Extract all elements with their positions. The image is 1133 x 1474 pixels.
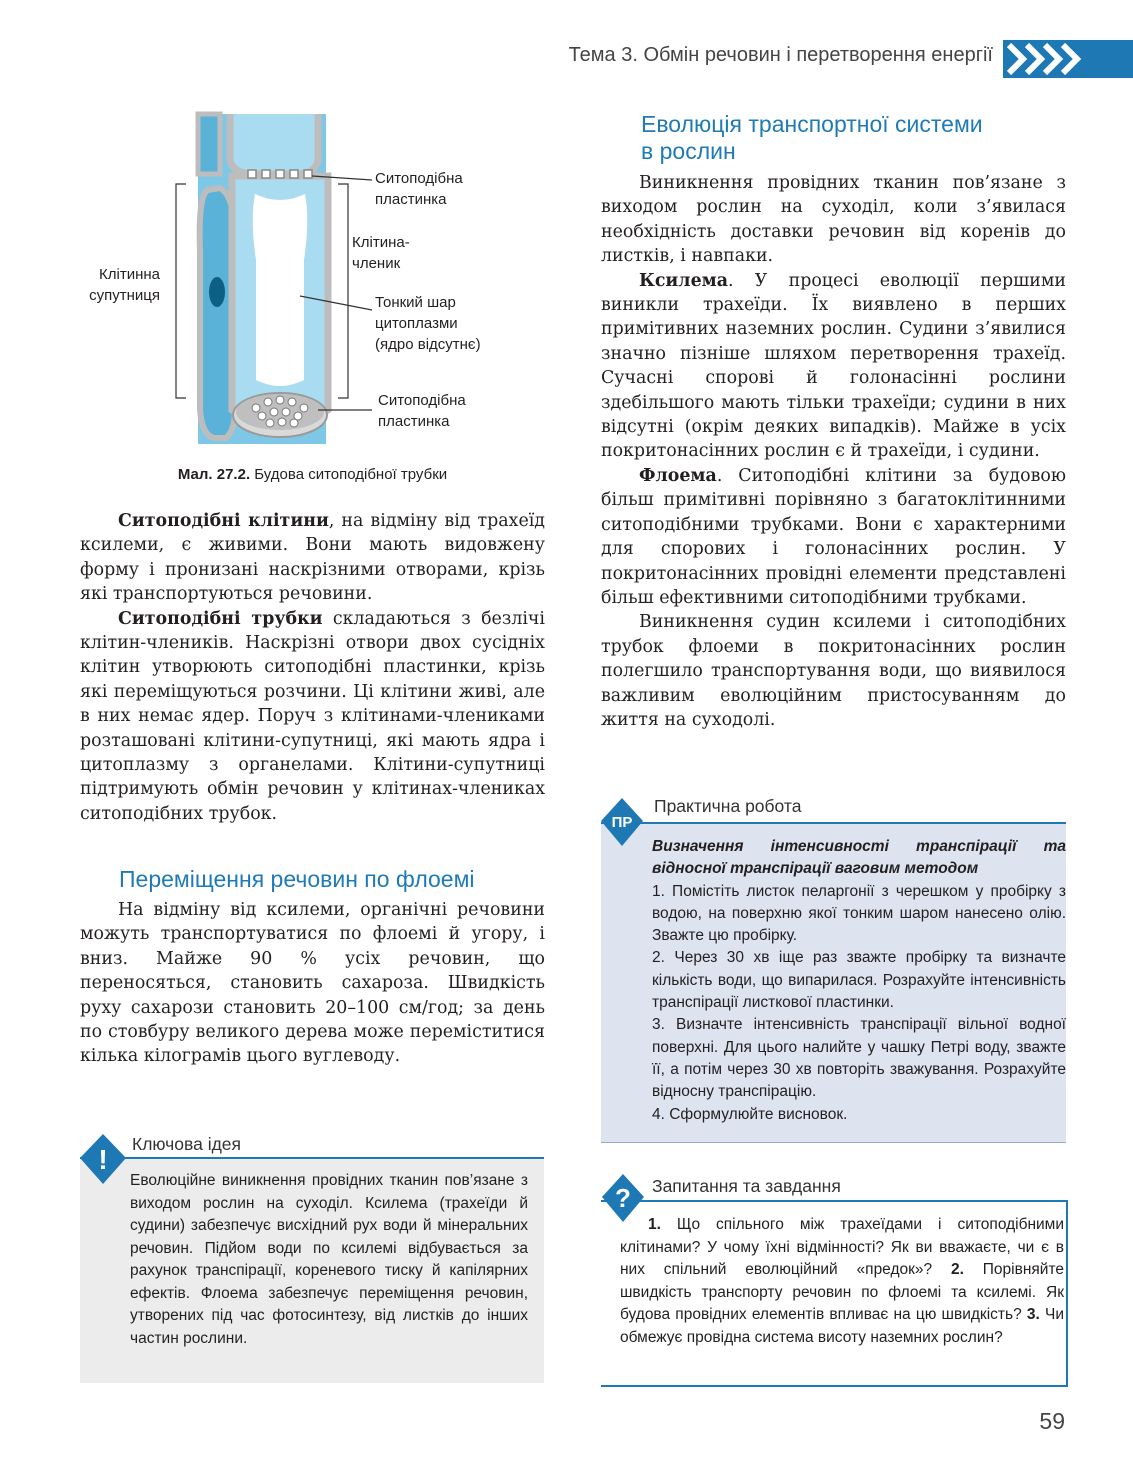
svg-text:!: !	[98, 1144, 108, 1175]
practical-heading: Визначення інтенсивності транспірації та відносної транспірації ваговим методом	[652, 838, 1066, 878]
caption-number: Мал. 27.2.	[177, 466, 251, 483]
paragraph-phloem-evolution: Флоема. Ситоподібні клітини за будовою більш примітивні порівняно з багатоклітинними ситоподібними трубками. Вони є характерними для спорових і голонасінних рослин. У покритонасінних провідні елементи представлені більш ефективними ситоподібними трубками.	[601, 465, 1066, 608]
sieve-tube-figure	[80, 110, 550, 450]
exclamation-icon	[78, 1132, 128, 1186]
chapter-title: Тема 3. Обмін речовин і перетворення енергії	[568, 44, 993, 66]
paragraph-evolution-intro: Виникнення провідних тканин пов’язане з виходом рослин на суходіл, коли з’явилася необхідність доставки речовин від коренів до листків, і навпаки.	[601, 173, 1066, 267]
practical-step: 3. Визначте інтенсивність транспірації вільної водної поверхні. Для цього налийте у чашку Петрі воду, зважте її, а потім через 30 хв повторіть зважування. Розрахуйте відносну транспірацію.	[652, 1016, 1066, 1101]
label-member-cell: Клітина- членик	[352, 234, 410, 272]
heading-evolution: Еволюція транспортної системи в рослин	[641, 111, 983, 164]
caption-text: Будова ситоподібної трубки	[250, 466, 448, 483]
svg-text:ПР: ПР	[611, 814, 633, 831]
figure-caption	[80, 466, 545, 483]
practical-badge-icon	[599, 796, 645, 848]
svg-text:?: ?	[615, 1183, 631, 1213]
label-companion-cell: Клітинна супутниця	[89, 266, 160, 304]
paragraph-angiosperms: Виникнення судин ксилеми і ситоподібних трубок флоеми в покритонасінних рослин полегшило транспортування води, що виявилося важливим еволюційним пристосуванням до життя на суходолі.	[601, 612, 1066, 730]
questions-text: 1. Що спільного між трахеїдами і ситоподібними клітинами? У чому їхні відмінності? Як ви вважаєте, чи є в них спільний еволюційний «предок»? 2. Порівняйте швидкість транспорту речовин по флоемі та ксилемі. Як будова провідних елементів впливає на цю швидкість? 3. Чи обмежує провідна система висоту наземних рослин?	[620, 1216, 1065, 1346]
label-cytoplasm: Тонкий шар цитоплазми (ядро відсутнє)	[375, 294, 481, 353]
paragraph-sieve-cells: Ситоподібні клітини, на відміну від трахеїд ксилеми, є живими. Вони мають видовжену форму і пронизані наскрізними отворами, крізь які транспортуються речовини.	[80, 511, 546, 605]
practical-step: 4. Сформулюйте висновок.	[652, 1105, 848, 1123]
left-column	[80, 509, 545, 826]
questions-title: Запитання та завдання	[652, 1176, 841, 1196]
practical-text	[652, 836, 1066, 1126]
paragraph-phloem: На відміну від ксилеми, органічні речовини можуть транспортуватися по флоемі й угору, і вниз. Майже 90 % усіх речовин, що переносяться, становить сахароза. Швидкість руху сахарози становить 20–100 см/год; за день по стовбуру великого дерева може переміститися кілька кілограмів цього вуглеводу.	[80, 900, 545, 1067]
left-column-lower	[80, 898, 545, 1069]
practical-title: Практична робота	[654, 796, 802, 816]
practical-step: 2. Через 30 хв іще раз зважте пробірку та визначте кількість води, що випарилася. Розрахуйте інтенсивність транспірації листкової пластинки.	[652, 949, 1066, 1012]
label-sieve-plate-bottom: Ситоподібна пластинка	[378, 392, 466, 430]
right-column	[601, 171, 1066, 732]
key-idea-title: Ключова ідея	[132, 1134, 241, 1154]
chevrons-icon	[1003, 40, 1133, 78]
paragraph-xylem: Ксилема. У процесі еволюції першими виникли трахеїди. Їх виявлено в перших примітивних наземних рослин. Судини з’явилися значно пізніше шляхом перетворення трахеїд. Сучасні спорові й голонасінні рослини здебільшого мають тільки трахеїди; судини в них відсутні (окрім деяких випадків). Майже в усіх покритонасінних рослин є й трахеїди, і судини.	[601, 270, 1066, 462]
practical-step: 1. Помістіть листок пеларгонії з черешком у пробірку з водою, на поверхню якої тонким шаром нанесено олію. Зважте цю пробірку.	[652, 882, 1066, 945]
label-sieve-plate-top: Ситоподібна пластинка	[375, 170, 463, 208]
paragraph-sieve-tubes: Ситоподібні трубки складаються з безлічі клітин-члеників. Наскрізні отвори двох сусідніх клітин утворюють ситоподібні пластинки, крізь які переміщуються розчини. Ці клітини живі, але в них немає ядер. Поруч з клітинами-члениками розташовані клітини-супутниці, які мають ядра і цитоплазму з органелами. Клітини-супутниці підтримують обмін речовин у клітинах-члениках ситоподібних трубок.	[80, 608, 545, 824]
heading-phloem-transport: Переміщення речовин по флоемі	[119, 866, 475, 892]
key-idea-text: Еволюційне виникнення провідних тканин пов’язане з виходом рослин на суходіл. Ксилема (трахеїди й судини) забезпечує висхідний рух води й мінеральних речовин. Підйом води по ксилемі відбувається за рахунок транспірації, кореневого тиску й капілярних ефектів. Флоема забезпечує переміщення речовин, утворених під час фотосинтезу, від листків до інших частин рослини.	[130, 1172, 528, 1347]
page-number: 59	[1039, 1408, 1065, 1434]
